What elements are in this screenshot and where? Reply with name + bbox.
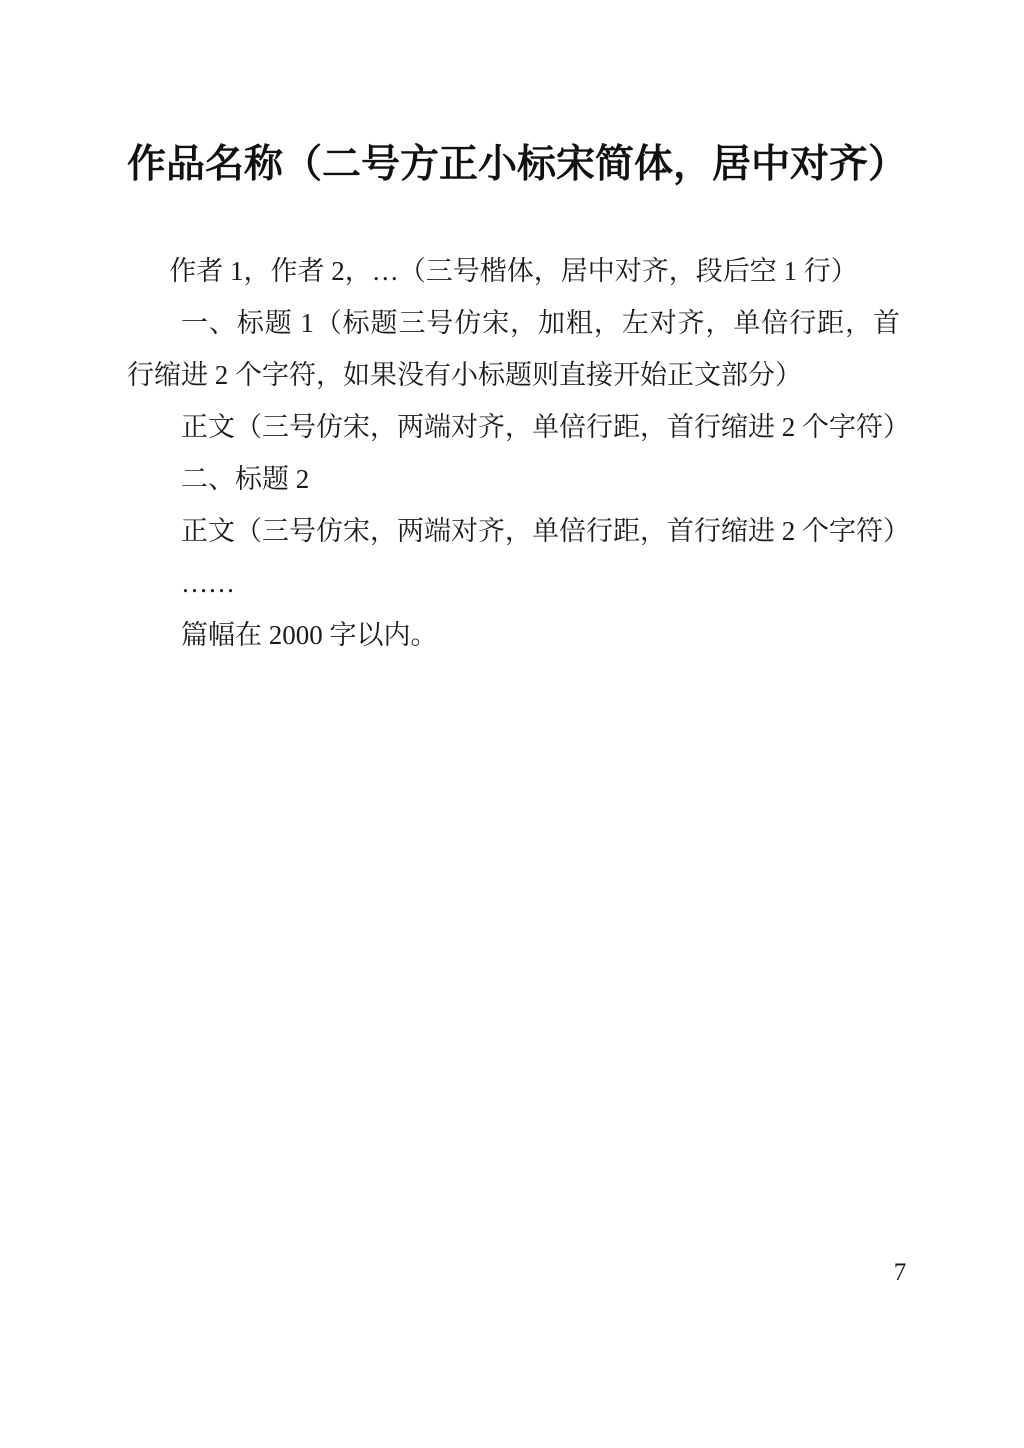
paragraph-body-2: 正文（三号仿宋，两端对齐，单倍行距，首行缩进 2 个字符） [181,516,910,546]
paragraph-heading-1: 一、标题 1（标题三号仿宋，加粗，左对齐，单倍行距，首行缩进 2 个字符，如果没有小标题则直接开始正文部分） [127,308,900,390]
paragraph-length-note: 篇幅在 2000 字以内。 [181,620,438,650]
ellipsis-line: …… [181,568,235,598]
page-number: 7 [893,1259,907,1286]
document-body [127,143,910,661]
author-line: 作者 1，作者 2，…（三号楷体，居中对齐，段后空 1 行） [169,256,858,286]
paragraph-heading-2: 二、标题 2 [181,464,310,494]
document-title: 作品名称（二号方正小标宋简体，居中对齐） [127,143,908,186]
paragraph-body-1: 正文（三号仿宋，两端对齐，单倍行距，首行缩进 2 个字符） [181,412,910,442]
